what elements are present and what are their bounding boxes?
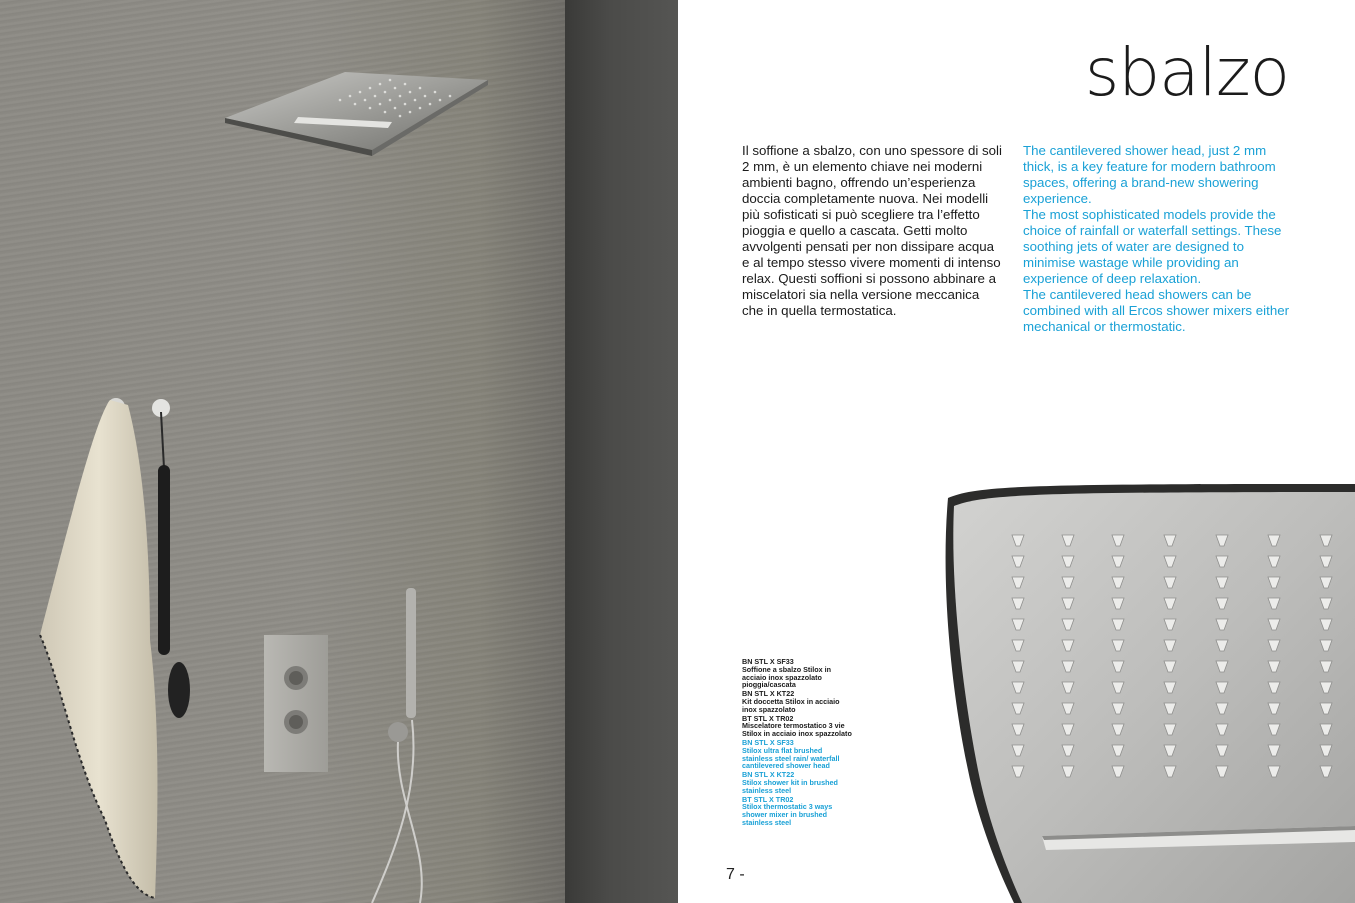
page-title: sbalzo	[1084, 34, 1289, 111]
product-code: BN STL X KT22	[742, 689, 795, 699]
description-english	[1023, 143, 1298, 335]
code-entry-it	[742, 715, 852, 738]
product-code: BN STL X SF33	[742, 737, 794, 747]
towel	[40, 400, 157, 898]
code-entry-en	[742, 739, 852, 770]
english-paragraph-2: The most sophisticated models provide the choice of rainfall or waterfall settings. These soothing jets of water are designed to minimise wastage while providing an experience of deep relaxation.	[1023, 207, 1282, 286]
product-description: Stilox thermostatic 3 ways shower mixer in brushed stainless steel	[742, 802, 833, 827]
english-paragraph-3: The cantilevered head showers can be combined with all Ercos shower mixers either mechanical or thermostatic.	[1023, 287, 1290, 334]
product-code: BN STL X SF33	[742, 657, 794, 666]
text-page	[678, 0, 1355, 903]
product-description: Soffione a sbalzo Stilox in acciaio inox spazzolato pioggia/cascata	[742, 664, 832, 690]
hand-shower	[372, 588, 422, 903]
page-number: 7 -	[726, 866, 745, 883]
product-code: BN STL X KT22	[742, 770, 795, 780]
product-code: BT STL X TR02	[742, 794, 794, 804]
code-entry-it	[742, 690, 852, 713]
product-description: Kit doccetta Stilox in acciaio inox spazzolato	[742, 696, 840, 714]
code-entry-en	[742, 771, 852, 794]
product-description: Miscelatore termostatico 3 vie Stilox in acciaio inox spazzolato	[742, 721, 852, 739]
description-italian	[742, 143, 1002, 319]
product-codes	[742, 658, 852, 828]
code-entry-en	[742, 796, 852, 827]
shower-head-closeup	[918, 470, 1355, 903]
italian-paragraph: Il soffione a sbalzo, con uno spessore di soli 2 mm, è un elemento chiave nei moderni ambienti bagno, offrendo un’esperienza doccia completamente nuova. Nei modelli più sofisticati si può scegliere tra l’effetto pioggia e quello a cascata. Getti molto avvolgenti pensati per non dissipare acqua e al tempo stesso vivere momenti di intenso relax. Questi soffioni si possono abbinare a miscelatori sia nella versione meccanica che in quella termostatica.	[742, 143, 1002, 318]
bath-brush	[158, 465, 190, 718]
shower-head-photo	[225, 72, 488, 156]
code-entry-it	[742, 658, 852, 689]
product-description: Stilox ultra flat brushed stainless steel rain/ waterfall cantilevered shower head	[742, 745, 840, 771]
mixer-plate	[264, 635, 328, 772]
product-description: Stilox shower kit in brushed stainless steel	[742, 777, 838, 795]
english-paragraph-1: The cantilevered shower head, just 2 mm thick, is a key feature for modern bathroom spaces, offering a brand-new showering experience.	[1023, 143, 1276, 206]
product-code: BT STL X TR02	[742, 713, 794, 723]
